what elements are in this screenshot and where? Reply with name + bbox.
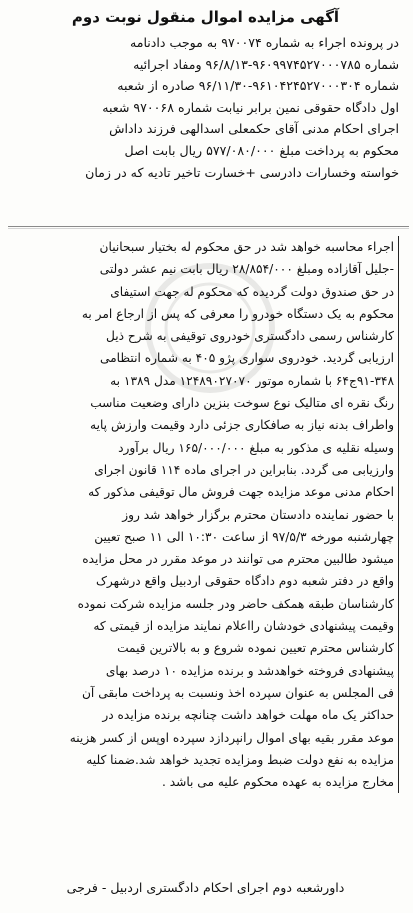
notice-lower-section — [12, 236, 399, 793]
notice-line: کارشناس محترم تعیین نموده شروع و به بالاترین قیمت — [117, 641, 394, 656]
notice-line: ارزیابی گردید. خودروی سواری پژو ۴۰۵ به شماره انتظامی — [100, 351, 394, 366]
notice-line: واقع در دفتر شعبه دوم دادگاه حقوقی اردبیل واقع درشهرک — [95, 574, 394, 589]
notice-line: شماره ۹۶۰۹۹۷۴۵۲۷۰۰۰۷۸۵-۹۶/۸/۱۳ ومفاد اجرائیه — [133, 56, 399, 72]
notice-upper-section — [0, 0, 413, 183]
notice-line: چهارشنبه مورخه ۹۷/۵/۳ از ساعت ۱۰:۳۰ الی ۱۱ صبح تعیین — [94, 529, 394, 544]
notice-line: مخارج مزایده به عهده محکوم علیه می باشد . — [161, 775, 394, 790]
notice-line: حداکثر یک ماه مهلت خواهد داشت چنانچه برنده مزایده در — [102, 708, 394, 723]
notice-line: با حضور نماینده دادستان محترم برگزار خواهد شد روز — [122, 507, 394, 522]
notice-line: -جلیل آقازاده ومبلغ ۲۸/۸۵۴/۰۰۰ ریال بابت نیم عشر دولتی — [99, 262, 394, 277]
paper-fold-line — [8, 226, 409, 227]
notice-line: ۹۱-۳۴۸ج۶۴ با شماره موتور ۱۲۴۸۹۰۲۷۰۷۰ مدل ۱۳۸۹ به — [110, 373, 394, 388]
notice-line: پیشنهادی فروخته خواهدشد و برنده مزایده ۱۰ درصد بهای — [105, 663, 394, 678]
notice-line: محکوم به یک دستگاه خودرو را معرفی که پس از ارجاع امر به — [81, 306, 394, 321]
notice-line: موعد مقرر بقیه بهای اموال رانپردازد سپرده اوپس از کسر هزینه — [69, 730, 394, 745]
notice-line: مزایده به نفع دولت ضبط ومزایده تجدید خواهد شد.ضمنا کلیه — [86, 752, 394, 767]
notice-title: آگهی مزایده اموال منقول نوبت دوم — [71, 8, 340, 26]
notice-line: کارشناسان طبقه همکف حاضر ودر جلسه مزایده شرکت نموده — [77, 596, 394, 611]
notice-line: واطراف بدنه نیاز به صافکاری جزئی دارد وقیمت وارزش پایه — [90, 418, 394, 433]
notice-line: محکوم به پرداخت مبلغ ۵۷۷/۰۸۰/۰۰۰ ریال بابت اصل — [124, 142, 399, 158]
notice-line: فی المجلس به عنوان سپرده اخذ ونسبت به پرداخت مابقی آن — [81, 685, 394, 700]
notice-line: اجراء محاسبه خواهد شد در حق محکوم له بختیار سبحانیان — [99, 240, 394, 254]
notice-line: خواسته وخسارات دادرسی +خسارت تاخیر تادیه که در زمان — [85, 164, 399, 180]
notice-signature: داورشعبه دوم اجرای احکام دادگستری اردبیل - فرجی — [66, 880, 345, 895]
notice-line: وارزیابی می گردد. بنابراین در اجرای ماده ۱۱۴ قانون اجرای — [94, 462, 394, 477]
paper-fold-shadow — [8, 228, 409, 229]
notice-line: اول دادگاه حقوقی نمین برابر نیابت شماره ۹۷۰۰۶۸ شعبه — [102, 99, 399, 115]
notice-line: کارشناس رسمی دادگستری خودروی توقیفی به شرح ذیل — [105, 329, 394, 344]
notice-line: شماره ۹۶۱۰۴۲۴۵۲۷۰۰۰۳۰۴-۹۶/۱۱/۳۰ صادره از شعبه — [117, 78, 399, 94]
notice-line: میشود طالبین محترم می توانند در موعد مقرر در محل مزایده — [82, 552, 394, 567]
notice-line: وقیمت پیشنهادی خودشان رااعلام نمایند مزایده از قیمتی که — [93, 619, 394, 634]
notice-line: وسیله نقلیه ی مذکور به مبلغ ۱۶۵/۰۰۰/۰۰۰ ریال برآورد — [118, 440, 394, 455]
notice-line: در حق صندوق دولت گردیده که محکوم له جهت استیفای — [110, 284, 394, 299]
notice-line: اجرای احکام مدنی آقای حکمعلی اسدالهی فرزند داداش — [109, 121, 399, 137]
notice-line: رنگ نقره ای متالیک نوع سوخت بنزین دارای وضعیت مناسب — [90, 396, 394, 411]
notice-line: در پرونده اجراء به شماره ۹۷۰۰۷۴ به موجب دادنامه — [129, 35, 399, 50]
notice-line: احکام مدنی موعد مزایده جهت فروش مال توقیفی مذکور که — [88, 485, 394, 500]
